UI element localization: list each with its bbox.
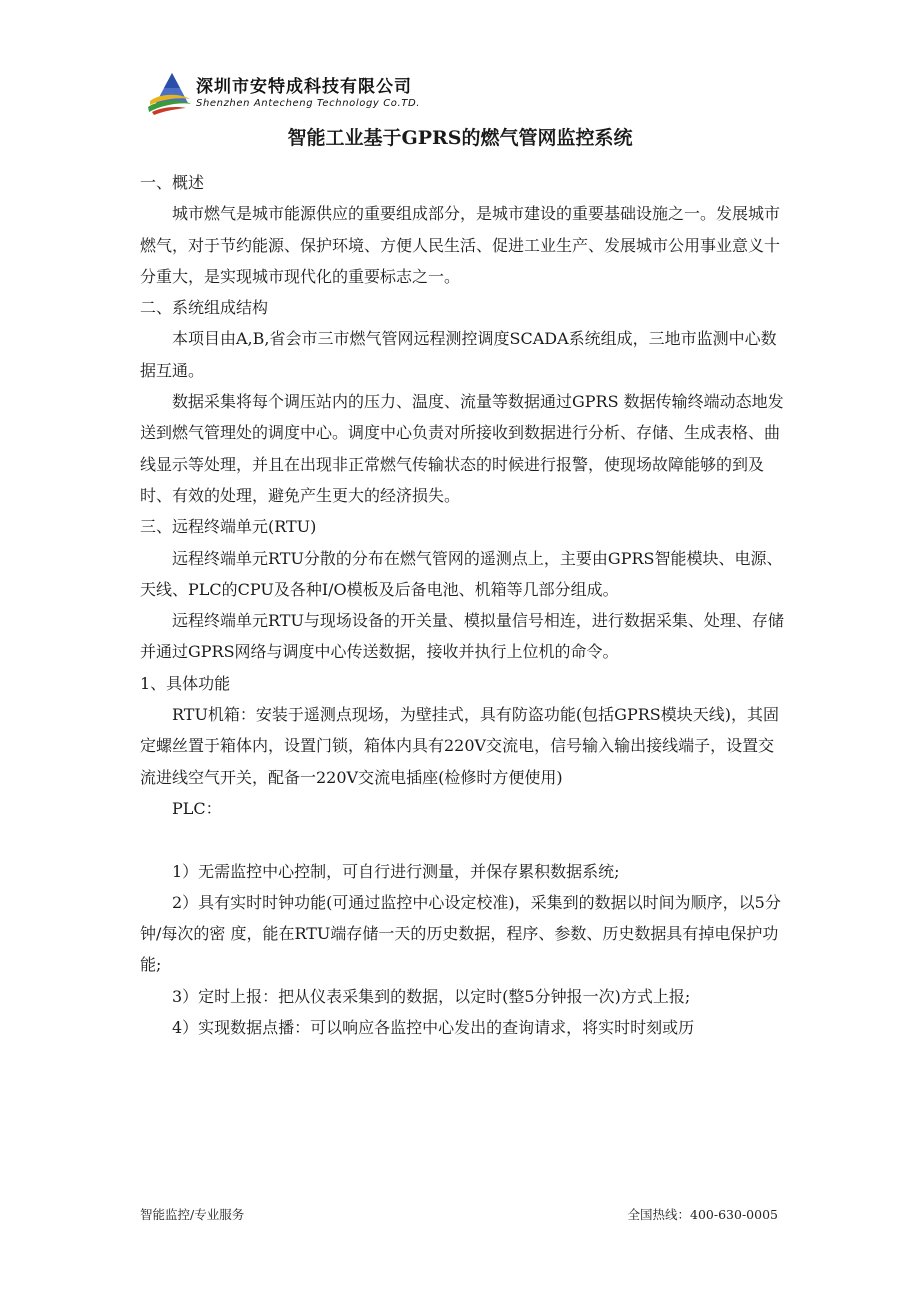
section-heading-overview: 一、概述 — [140, 173, 205, 192]
paragraph: RTU机箱：安装于遥测点现场，为壁挂式，具有防盗功能(包括GPRS模块天线)，其固定螺丝置于箱体内，设置门锁，箱体内具有220V交流电，信号输入输出接线端子，设置交流进线空气开关，配备一220V交流电插座(检修时方便使用) — [140, 705, 779, 787]
company-name — [196, 77, 420, 110]
paragraph: 本项目由A,B,省会市三市燃气管网远程测控调度SCADA系统组成，三地市监测中心数据互通。 — [140, 329, 777, 380]
paragraph: 远程终端单元RTU与现场设备的开关量、模拟量信号相连，进行数据采集、处理、存储并通过GPRS网络与调度中心传送数据，接收并执行上位机的命令。 — [140, 611, 784, 662]
footer-hotline: 全国热线：400-630-0005 — [627, 1207, 778, 1222]
paragraph: 数据采集将每个调压站内的压力、温度、流量等数据通过GPRS 数据传输终端动态地发送到燃气管理处的调度中心。调度中心负责对所接收到数据进行分析、存储、生成表格、曲线显示等处理，并且在出现非正常燃气传输状态的时候进行报警，使现场故障能够的到及时、有效的处理，避免产生更大的经济损失。 — [140, 392, 784, 505]
company-header — [146, 70, 420, 116]
list-item: 4）实现数据点播：可以响应各监控中心发出的查询请求，将实时时刻或历 — [172, 1018, 695, 1038]
document-body — [140, 167, 790, 1043]
page-footer — [140, 1206, 778, 1224]
list-item: 2）具有实时时钟功能(可通过监控中心设定校准)，采集到的数据以时间为顺序，以5分钟/每次的密 度，能在RTU端存储一天的历史数据，程序、参数、历史数据具有掉电保护功能; — [140, 892, 781, 975]
company-name-en: Shenzhen Antecheng Technology Co.TD. — [196, 97, 421, 109]
subsection-heading-functions: 1、具体功能 — [140, 673, 231, 693]
list-item: 3）定时上报：把从仪表采集到的数据，以定时(整5分钟报一次)方式上报; — [172, 986, 691, 1006]
blank-line — [140, 824, 790, 855]
paragraph-plc-label: PLC： — [172, 798, 222, 818]
document-title: 智能工业基于GPRS的燃气管网监控系统 — [287, 127, 633, 149]
paragraph: 城市燃气是城市能源供应的重要组成部分，是城市建设的重要基础设施之一。发展城市燃气，对于节约能源、保护环境、方便人民生活、促进工业生产、发展城市公用事业意义十分重大，是实现城市现代化的重要标志之一。 — [140, 204, 781, 286]
section-heading-rtu: 三、远程终端单元(RTU) — [140, 517, 317, 537]
company-logo-icon — [146, 71, 192, 115]
section-heading-structure: 二、系统组成结构 — [140, 298, 269, 318]
paragraph: 远程终端单元RTU分散的分布在燃气管网的遥测点上，主要由GPRS智能模块、电源、天线、PLC的CPU及各种I/O模板及后备电池、机箱等几部分组成。 — [140, 548, 783, 599]
company-name-cn: 深圳市安特成科技有限公司 — [196, 76, 412, 97]
list-item: 1）无需监控中心控制，可自行进行测量，并保存累积数据系统; — [172, 861, 620, 881]
footer-slogan: 智能监控/专业服务 — [140, 1207, 245, 1222]
